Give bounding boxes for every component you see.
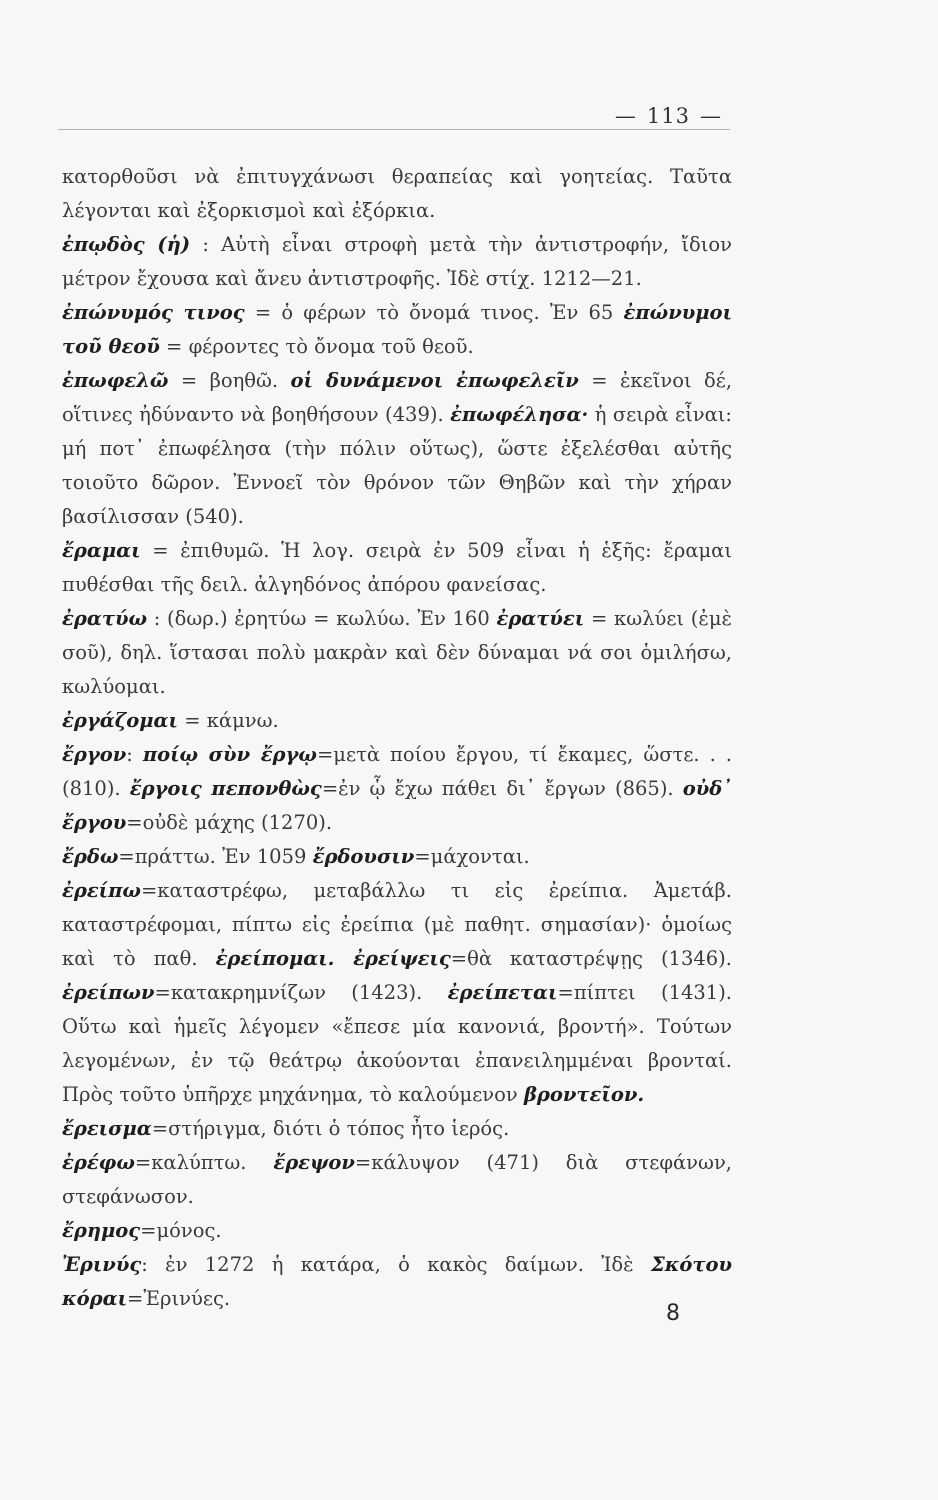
glossary-entry bbox=[62, 874, 732, 1112]
dash-left: — bbox=[614, 104, 637, 128]
headword: ἐρείπω bbox=[62, 879, 141, 902]
definition: =μάχονται. bbox=[414, 845, 530, 868]
subheadword: οἱ δυνάμενοι ἐπωφελεῖν bbox=[290, 369, 579, 392]
glossary-entry bbox=[62, 364, 732, 534]
glossary-entry bbox=[62, 602, 732, 704]
glossary-text bbox=[62, 160, 732, 1316]
headword: ἐπώνυμός τινος bbox=[62, 301, 245, 324]
definition: =πράττω. Ἐν 1059 bbox=[118, 845, 307, 868]
definition: =Ἐρινύες. bbox=[127, 1287, 231, 1310]
subheadword: βροντεῖον. bbox=[523, 1083, 645, 1106]
headword: ἐπῳδὸς (ἡ) bbox=[62, 233, 191, 256]
definition: : bbox=[126, 743, 133, 766]
dash-right: — bbox=[700, 104, 722, 128]
subheadword: ἐπωφέλησα· bbox=[450, 403, 589, 426]
subheadword: οὐδ᾽ ἔργου bbox=[62, 777, 733, 834]
definition: =καταστρέφω, μεταβάλλω τι εἰς ἐρείπια. Ἀμετάβ. καταστρέφομαι, πίπτω εἰς ἐρείπια (μὲ παθητ. σημασίαν)· ὁμοίως καὶ τὸ παθ. bbox=[62, 879, 732, 970]
definition: = κάμνω. bbox=[184, 709, 279, 732]
definition: = ὁ φέρων τὸ ὄνομά τινος. Ἐν 65 bbox=[254, 301, 614, 324]
subheadword: ἐρείπομαι. ἐρείψεις bbox=[215, 947, 451, 970]
page-number bbox=[605, 104, 732, 128]
definition: =πίπτει (1431). Οὕτω καὶ ἡμεῖς λέγομεν «ἔπεσε μία κανονιά, βροντή». Τούτων λεγομένων, ἐν τῷ θεάτρῳ ἀκούονται ἐπανειλημμέναι βρονταί. Πρὸς τοῦτο ὑπῆρχε μηχάνημα, τὸ καλούμενον bbox=[62, 981, 732, 1106]
definition: : ἐν 1272 ἡ κατάρα, ὁ κακὸς δαίμων. Ἰδὲ bbox=[141, 1253, 634, 1276]
glossary-entry bbox=[62, 296, 732, 364]
headword: ἐρέφω bbox=[62, 1151, 135, 1174]
definition: =ἐν ᾧ ἔχω πάθει δι᾽ ἔργων (865). bbox=[321, 777, 674, 800]
headword: ἔρημος bbox=[62, 1219, 141, 1242]
definition: =μόνος. bbox=[140, 1219, 222, 1242]
subheadword: ποίῳ σὺν ἔργῳ bbox=[142, 743, 317, 766]
headword: ἐπωφελῶ bbox=[62, 369, 169, 392]
glossary-entry bbox=[62, 1248, 732, 1316]
text-line: λέγονται καὶ ἐξορκισμοὶ καὶ ἐξόρκια. bbox=[62, 199, 436, 222]
text-line: κατορθοῦσι νὰ ἐπιτυγχάνωσι θεραπείας καὶ γοητείας. Ταῦτα bbox=[62, 165, 732, 188]
headword: ἐργάζομαι bbox=[62, 709, 178, 732]
definition: =θὰ καταστρέψῃς (1346). bbox=[450, 947, 732, 970]
subheadword: ἔρεψον bbox=[273, 1151, 355, 1174]
headword: Ἐρινύς bbox=[62, 1253, 142, 1276]
definition: = φέροντες τὸ ὄνομα τοῦ θεοῦ. bbox=[166, 335, 474, 358]
subheadword: ἔργοις πεπονθὼς bbox=[129, 777, 322, 800]
glossary-entry bbox=[62, 228, 732, 296]
glossary-entry bbox=[62, 534, 732, 602]
printer-signature-mark: 8 bbox=[666, 1301, 680, 1326]
headword: ἔρδω bbox=[62, 845, 119, 868]
definition: = ἐκεῖνοι δέ, οἵτινες ἠδύναντο νὰ βοηθήσουν (439). bbox=[62, 369, 733, 426]
glossary-entry bbox=[62, 840, 732, 874]
headword: ἔρεισμα bbox=[62, 1117, 152, 1140]
subheadword: Σκότου κόραι bbox=[62, 1253, 733, 1310]
subheadword: ἐρατύει bbox=[496, 607, 585, 630]
glossary-entry bbox=[62, 1146, 732, 1214]
glossary-entry bbox=[62, 704, 732, 738]
definition: = κωλύει (ἐμὲ σοῦ), δηλ. ἵστασαι πολὺ μακρὰν καὶ δὲν δύναμαι νά σοι ὁμιλήσω, κωλύομαι. bbox=[62, 607, 732, 698]
page-number-value: 113 bbox=[646, 104, 690, 128]
glossary-entry bbox=[62, 738, 732, 840]
headword: ἔργον bbox=[62, 743, 127, 766]
subheadword: ἐρείπεται bbox=[447, 981, 558, 1004]
definition: ἡ σειρὰ εἶναι: μή ποτ᾽ ἐπωφέλησα (τὴν πόλιν οὕτως), ὥστε ἐξελέσθαι αὐτῆς τοιοῦτο δῶρον. Ἐννοεῖ τὸν θρόνον τῶν Θηβῶν καὶ τὴν χήραν βασίλισσαν (540). bbox=[62, 403, 732, 528]
glossary-entry bbox=[62, 1214, 732, 1248]
definition: =κάλυψον (471) διὰ στεφάνων, στεφάνωσον. bbox=[62, 1151, 732, 1208]
headword: ἔραμαι bbox=[62, 539, 141, 562]
definition: =μετὰ ποίου ἔργου, τί ἔκαμες, ὥστε. . . (810). bbox=[62, 743, 733, 800]
subheadword: ἔρδουσιν bbox=[312, 845, 415, 868]
subheadword: ἐρείπων bbox=[62, 981, 155, 1004]
definition: : Αὐτὴ εἶναι στροφὴ μετὰ τὴν ἀντιστροφήν, ἴδιον μέτρον ἔχουσα καὶ ἄνευ ἀντιστροφῆς. Ἰδὲ στίχ. 1212—21. bbox=[62, 233, 732, 290]
definition: = ἐπιθυμῶ. Ἡ λογ. σειρὰ ἐν 509 εἶναι ἡ ἑξῆς: ἔραμαι πυθέσθαι τῆς δειλ. ἀλγηδόνος ἀπόρου φανείσας. bbox=[62, 539, 732, 596]
definition: =στήριγμα, διότι ὁ τόπος ἦτο ἱερός. bbox=[151, 1117, 510, 1140]
definition: =κατακρημνίζων (1423). bbox=[154, 981, 423, 1004]
header-rule bbox=[58, 129, 730, 130]
continuation-paragraph bbox=[62, 160, 732, 228]
definition: =οὐδὲ μάχης (1270). bbox=[126, 811, 333, 834]
glossary-entry bbox=[62, 1112, 732, 1146]
definition: : (δωρ.) ἐρητύω = κωλύω. Ἐν 160 bbox=[153, 607, 490, 630]
definition: =καλύπτω. bbox=[134, 1151, 247, 1174]
headword: ἐρατύω bbox=[62, 607, 148, 630]
subheadword: ἐπώνυμοι τοῦ θεοῦ bbox=[62, 301, 732, 358]
definition: = βοηθῶ. bbox=[180, 369, 279, 392]
